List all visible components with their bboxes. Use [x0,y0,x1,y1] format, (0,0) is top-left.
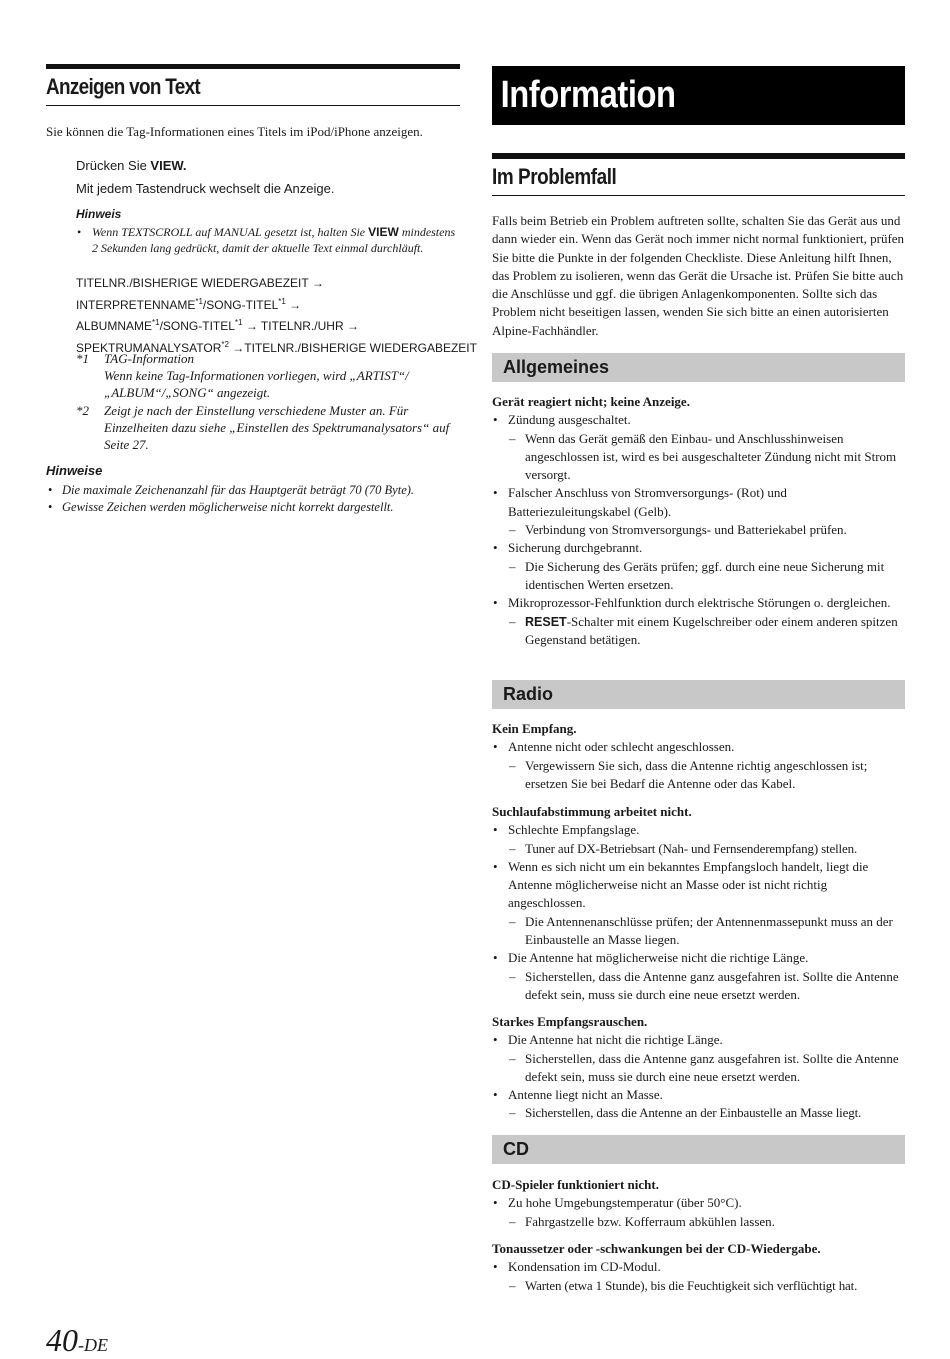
subsection-cd: CD [492,1135,905,1164]
section-title: Im Problemfall [492,164,617,189]
footnote-1: *1 TAG-Information Wenn keine Tag-Informationen vorliegen, wird „ARTIST“/„ALBUM“/„SONG“ angezeigt. [76,351,409,400]
subsection-allgemeines: Allgemeines [492,353,905,382]
chapter-title: Information [500,74,676,116]
step-desc: Mit jedem Tastendruck wechselt die Anzeige. [76,181,335,196]
page-number: 40-DE [46,1322,108,1358]
heading-text: Anzeigen von Text [46,74,201,99]
hinweise-list [46,482,460,516]
list-item: • Gewisse Zeichen werden möglicherweise nicht korrekt dargestellt. [48,500,394,514]
step-key: VIEW. [150,158,187,173]
display-sequence: TITELNR./BISHERIGE WIEDERGABEZEIT → $INTERPRETENNAME^{*1}/SONG-TITEL^{*1}$ → $ALBUMNAME^{*1}/SONG-TITEL^{*1}$ → TITELNR./UHR → $SPEKTRUMANALYSATOR^{*2}$ →TITELNR./BISHERIGE WIEDERGABEZEIT [76,276,477,355]
subsection-radio: Radio [492,680,905,709]
section-heading [492,153,905,196]
hinweis-label: Hinweis [76,207,122,221]
hinweise-label: Hinweise [46,463,103,478]
cd-content: CD-Spieler funktioniert nicht. • Zu hohe Umgebungstemperatur (über 50°C). – Fahrgastzelle bzw. Kofferraum abkühlen lassen. [492,1176,905,1231]
radio-content: Kein Empfang. • Antenne nicht oder schlecht angeschlossen. – Vergewissern Sie sich, dass die Antenne richtig angeschlossen ist; ersetzen Sie bei Bedarf die Antenne oder das Kabel. [492,720,905,793]
intro-text: Sie können die Tag-Informationen eines Titels im iPod/iPhone anzeigen. [46,124,423,139]
chapter-title-bar [492,66,905,125]
intro-paragraph: Falls beim Betrieb ein Problem auftreten sollte, schalten Sie das Gerät aus und dann wieder ein. Wenn das Gerät noch immer nicht normal funktioniert, prüfen Sie bitte die Punkte in der folgenden Checkliste. Diese Anleitung hilft Ihnen, das Problem zu isolieren, wenn das Gerät die Ursache ist. Prüfen Sie bitte auch die Anschlüsse und ggf. die übrigen Anlagenkomponenten. Sollte sich das Problem nicht beseitigen lassen, wenden Sie sich bitte an einen autorisierten Alpine-Fachhändler. [492,213,905,338]
allgemeines-content: Gerät reagiert nicht; keine Anzeige. • Zündung ausgeschaltet. – Wenn das Gerät gemäß den Einbau- und Anschlusshinweisen angeschlossen ist, wird es bei ausgeschalteter Zündung nicht mit Strom versorgt. • Falscher Anschluss von Stromversorgungs- (Rot) und Batteriezuleitungskabel (Gelb). – Verbindung von Stromversorgungs- und Batteriekabel prüfen. • Sicherung durchgebrannt. – Die Sicherung des Geräts prüfen; ggf. durch eine neue Sicherung mit identischen Werten ersetzen. • Mikroprozessor-Fehlfunktion durch elektrische Störungen o. dergleichen. – RESET-Schalter mit einem Kugelschreiber oder einem anderen spitzen Gegenstand betätigen. [492,393,905,649]
step-prefix: Drücken Sie [76,158,151,173]
list-item: • Die maximale Zeichenanzahl für das Hauptgerät beträgt 70 (70 Byte). [48,483,415,497]
footnote-2: *2 Zeigt je nach der Einstellung verschiedene Muster an. Für Einzelheiten dazu siehe „Einstellen des Spektrumanalysators“ auf Seite 27. [76,403,450,452]
section-heading [46,64,460,106]
step-line [76,158,187,173]
hinweis-item: • Wenn TEXTSCROLL auf MANUAL gesetzt ist, halten Sie VIEW mindestens 2 Sekunden lang gedrückt, damit der aktuelle Text einmal durchläuft. [77,225,456,255]
